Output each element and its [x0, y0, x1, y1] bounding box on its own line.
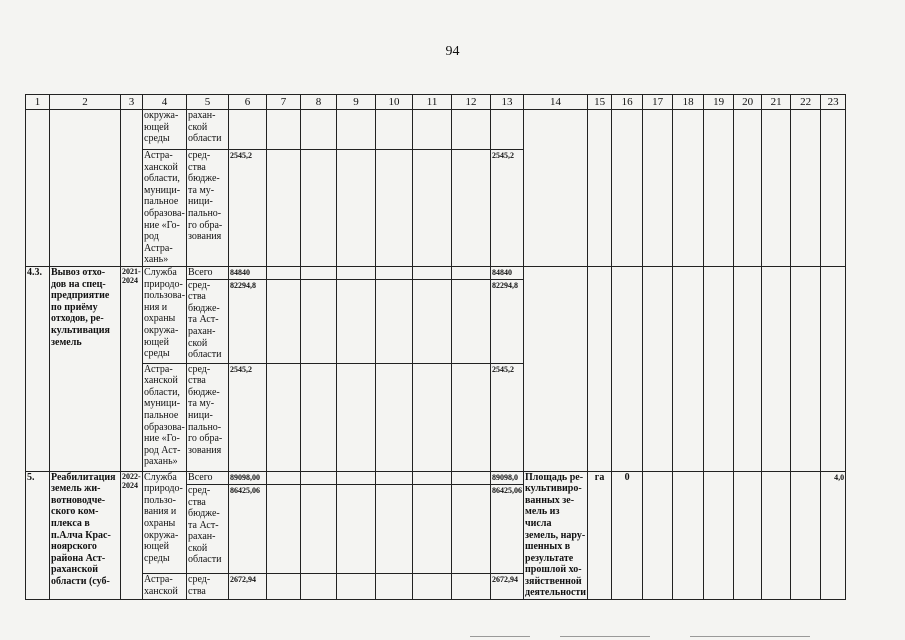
cell-indicator: Площадь ре- культивиро- ванных зе- мель из числа земель, нару- шенных в результате прошлой хо- зяйственной деятельности: [525, 471, 587, 599]
cell-amount: 2672,94: [229, 574, 267, 600]
col-header: 1: [26, 95, 50, 110]
cell: [26, 110, 50, 267]
cell: [588, 266, 612, 471]
col-header: 4: [143, 95, 187, 110]
cell: [791, 110, 821, 267]
cell: [791, 266, 821, 471]
cell: [337, 471, 376, 484]
cell-amount: 2545,2: [229, 150, 267, 267]
cell: [452, 150, 491, 267]
page-number: 94: [445, 44, 460, 59]
cell: [612, 110, 643, 267]
cell: [704, 266, 734, 471]
col-header: 23: [821, 95, 846, 110]
cell: [337, 150, 376, 267]
cell: [413, 484, 452, 573]
cell: [337, 574, 376, 600]
cell-amount: 86425,06: [491, 484, 524, 573]
cell: [734, 110, 762, 267]
cell: [267, 110, 301, 150]
cell: [524, 110, 588, 267]
cell: [267, 363, 301, 471]
cell-source: рахан- ской области: [187, 110, 229, 150]
cell: [376, 266, 413, 279]
table-row: [26, 110, 846, 150]
cell: [50, 110, 121, 267]
table-row: [26, 471, 846, 484]
cell-amount: 84840: [491, 266, 524, 279]
cell: [762, 110, 791, 267]
cell: [413, 279, 452, 363]
cell: [413, 574, 452, 600]
cell: [301, 266, 337, 279]
cell: [229, 110, 267, 150]
cell-executor: окружа- ющей среды: [143, 110, 187, 150]
col-header: 10: [376, 95, 413, 110]
cell: [413, 266, 452, 279]
cell: [413, 110, 452, 150]
cell-code: 5.: [26, 471, 50, 600]
cell-amount: 2672,94: [491, 574, 524, 600]
cell: [376, 363, 413, 471]
cell: [413, 471, 452, 484]
cell-years: 2022- 2024: [121, 471, 143, 600]
cell: [413, 363, 452, 471]
cell: [337, 279, 376, 363]
cell: [491, 110, 524, 150]
cell: [301, 574, 337, 600]
col-header: 17: [643, 95, 673, 110]
cell: [337, 266, 376, 279]
cell: [643, 110, 673, 267]
cell-amount: 2545,2: [491, 363, 524, 471]
cell-executor: Астра- ханской области, муници- пальное образова- ние «Го- род Астра- хань»: [144, 150, 185, 266]
col-header: 19: [704, 95, 734, 110]
cell-base-value: 0: [612, 471, 643, 600]
table-row: [26, 266, 846, 279]
col-header: 22: [791, 95, 821, 110]
cell: [452, 110, 491, 150]
cell: [267, 484, 301, 573]
cell-amount: 84840: [229, 266, 267, 279]
cell: [762, 471, 791, 600]
cell: [643, 471, 673, 600]
cell: [337, 110, 376, 150]
cell: [643, 266, 673, 471]
col-header: 20: [734, 95, 762, 110]
cell: [267, 150, 301, 267]
cell: [673, 110, 704, 267]
cell-source: сред- ства: [187, 574, 229, 600]
cell: [734, 266, 762, 471]
cell: [267, 266, 301, 279]
cell: [704, 471, 734, 600]
cell: [267, 574, 301, 600]
cell: [673, 266, 704, 471]
cell: [301, 484, 337, 573]
cell: [301, 279, 337, 363]
cell: [413, 150, 452, 267]
col-header: 6: [229, 95, 267, 110]
cell-source: Всего: [187, 266, 229, 279]
cell: [301, 110, 337, 150]
cell: [791, 471, 821, 600]
col-header: 5: [187, 95, 229, 110]
scan-artifact-line: [560, 636, 650, 637]
cell: [301, 471, 337, 484]
cell-amount: 86425,06: [229, 484, 267, 573]
cell: [452, 279, 491, 363]
cell: [821, 110, 846, 267]
cell: [267, 279, 301, 363]
cell-executor: Служба природо- пользо- вания и охраны окружа- ющей среды: [143, 471, 187, 574]
cell: [524, 266, 588, 471]
cell: [612, 266, 643, 471]
cell-amount: 89098,00: [229, 471, 267, 484]
cell: [588, 110, 612, 267]
col-header: 3: [121, 95, 143, 110]
cell-executor: Астра- ханской области, муници- пальное образова- ние «Го- род Аст- рахань»: [143, 363, 187, 471]
cell: [376, 279, 413, 363]
cell-years: 2021- 2024: [121, 266, 143, 471]
col-header: 11: [413, 95, 452, 110]
col-header: 2: [50, 95, 121, 110]
cell-unit: га: [588, 471, 612, 600]
col-header: 9: [337, 95, 376, 110]
cell: [673, 471, 704, 600]
cell: [452, 363, 491, 471]
cell: [121, 110, 143, 267]
cell: [376, 574, 413, 600]
cell: [376, 471, 413, 484]
cell-code: 4.3.: [26, 266, 50, 471]
col-header: 14: [524, 95, 588, 110]
cell: [376, 150, 413, 267]
col-header: 8: [301, 95, 337, 110]
cell-amount: 82294,8: [491, 279, 524, 363]
cell: [762, 266, 791, 471]
cell-target-value: 4,0: [821, 471, 846, 600]
scan-artifact-line: [470, 636, 530, 637]
scan-artifact-line: [690, 636, 810, 637]
cell: [337, 484, 376, 573]
cell-executor: Служба природо- пользова- ния и охраны окружа- ющей среды: [143, 266, 187, 363]
cell: [452, 266, 491, 279]
col-header: 21: [762, 95, 791, 110]
col-header: 16: [612, 95, 643, 110]
col-header: 13: [491, 95, 524, 110]
cell-amount: 2545,2: [491, 150, 524, 267]
col-header: 7: [267, 95, 301, 110]
cell: [267, 471, 301, 484]
cell: [452, 484, 491, 573]
cell: [821, 266, 846, 471]
program-table: [25, 94, 846, 600]
cell: [704, 110, 734, 267]
col-header: 12: [452, 95, 491, 110]
cell: [376, 110, 413, 150]
cell: [337, 363, 376, 471]
col-header: 18: [673, 95, 704, 110]
col-header: 15: [588, 95, 612, 110]
cell-amount: 89098,0: [491, 471, 524, 484]
cell: [301, 150, 337, 267]
cell: [452, 574, 491, 600]
cell-amount: 2545,2: [229, 363, 267, 471]
cell: [301, 363, 337, 471]
cell-source: сред- ства бюдже- та му- ници- пально- го обра- зования: [187, 150, 229, 267]
cell-activity-name: Вывоз отхо- дов на спец- предприятие по приёму отходов, ре- культивация земель: [50, 266, 121, 471]
cell: [452, 471, 491, 484]
header-row: [26, 95, 846, 110]
cell-source: сред- ства бюдже- та му- ници- пально- го обра- зования: [187, 363, 229, 471]
cell-source: сред- ства бюдже- та Аст- рахан- ской области: [187, 279, 229, 363]
cell-activity-name: Реабилитация земель жи- вотноводче- ского ком- плекса в п.Алча Крас- ноярского района Аст- раханской области (суб-: [50, 471, 121, 600]
cell-source: сред- ства бюдже- та Аст- рахан- ской области: [187, 484, 229, 573]
cell-source: Всего: [187, 471, 229, 484]
cell: [734, 471, 762, 600]
cell-amount: 82294,8: [229, 279, 267, 363]
cell-executor: Астра- ханской: [143, 574, 187, 600]
cell: [376, 484, 413, 573]
